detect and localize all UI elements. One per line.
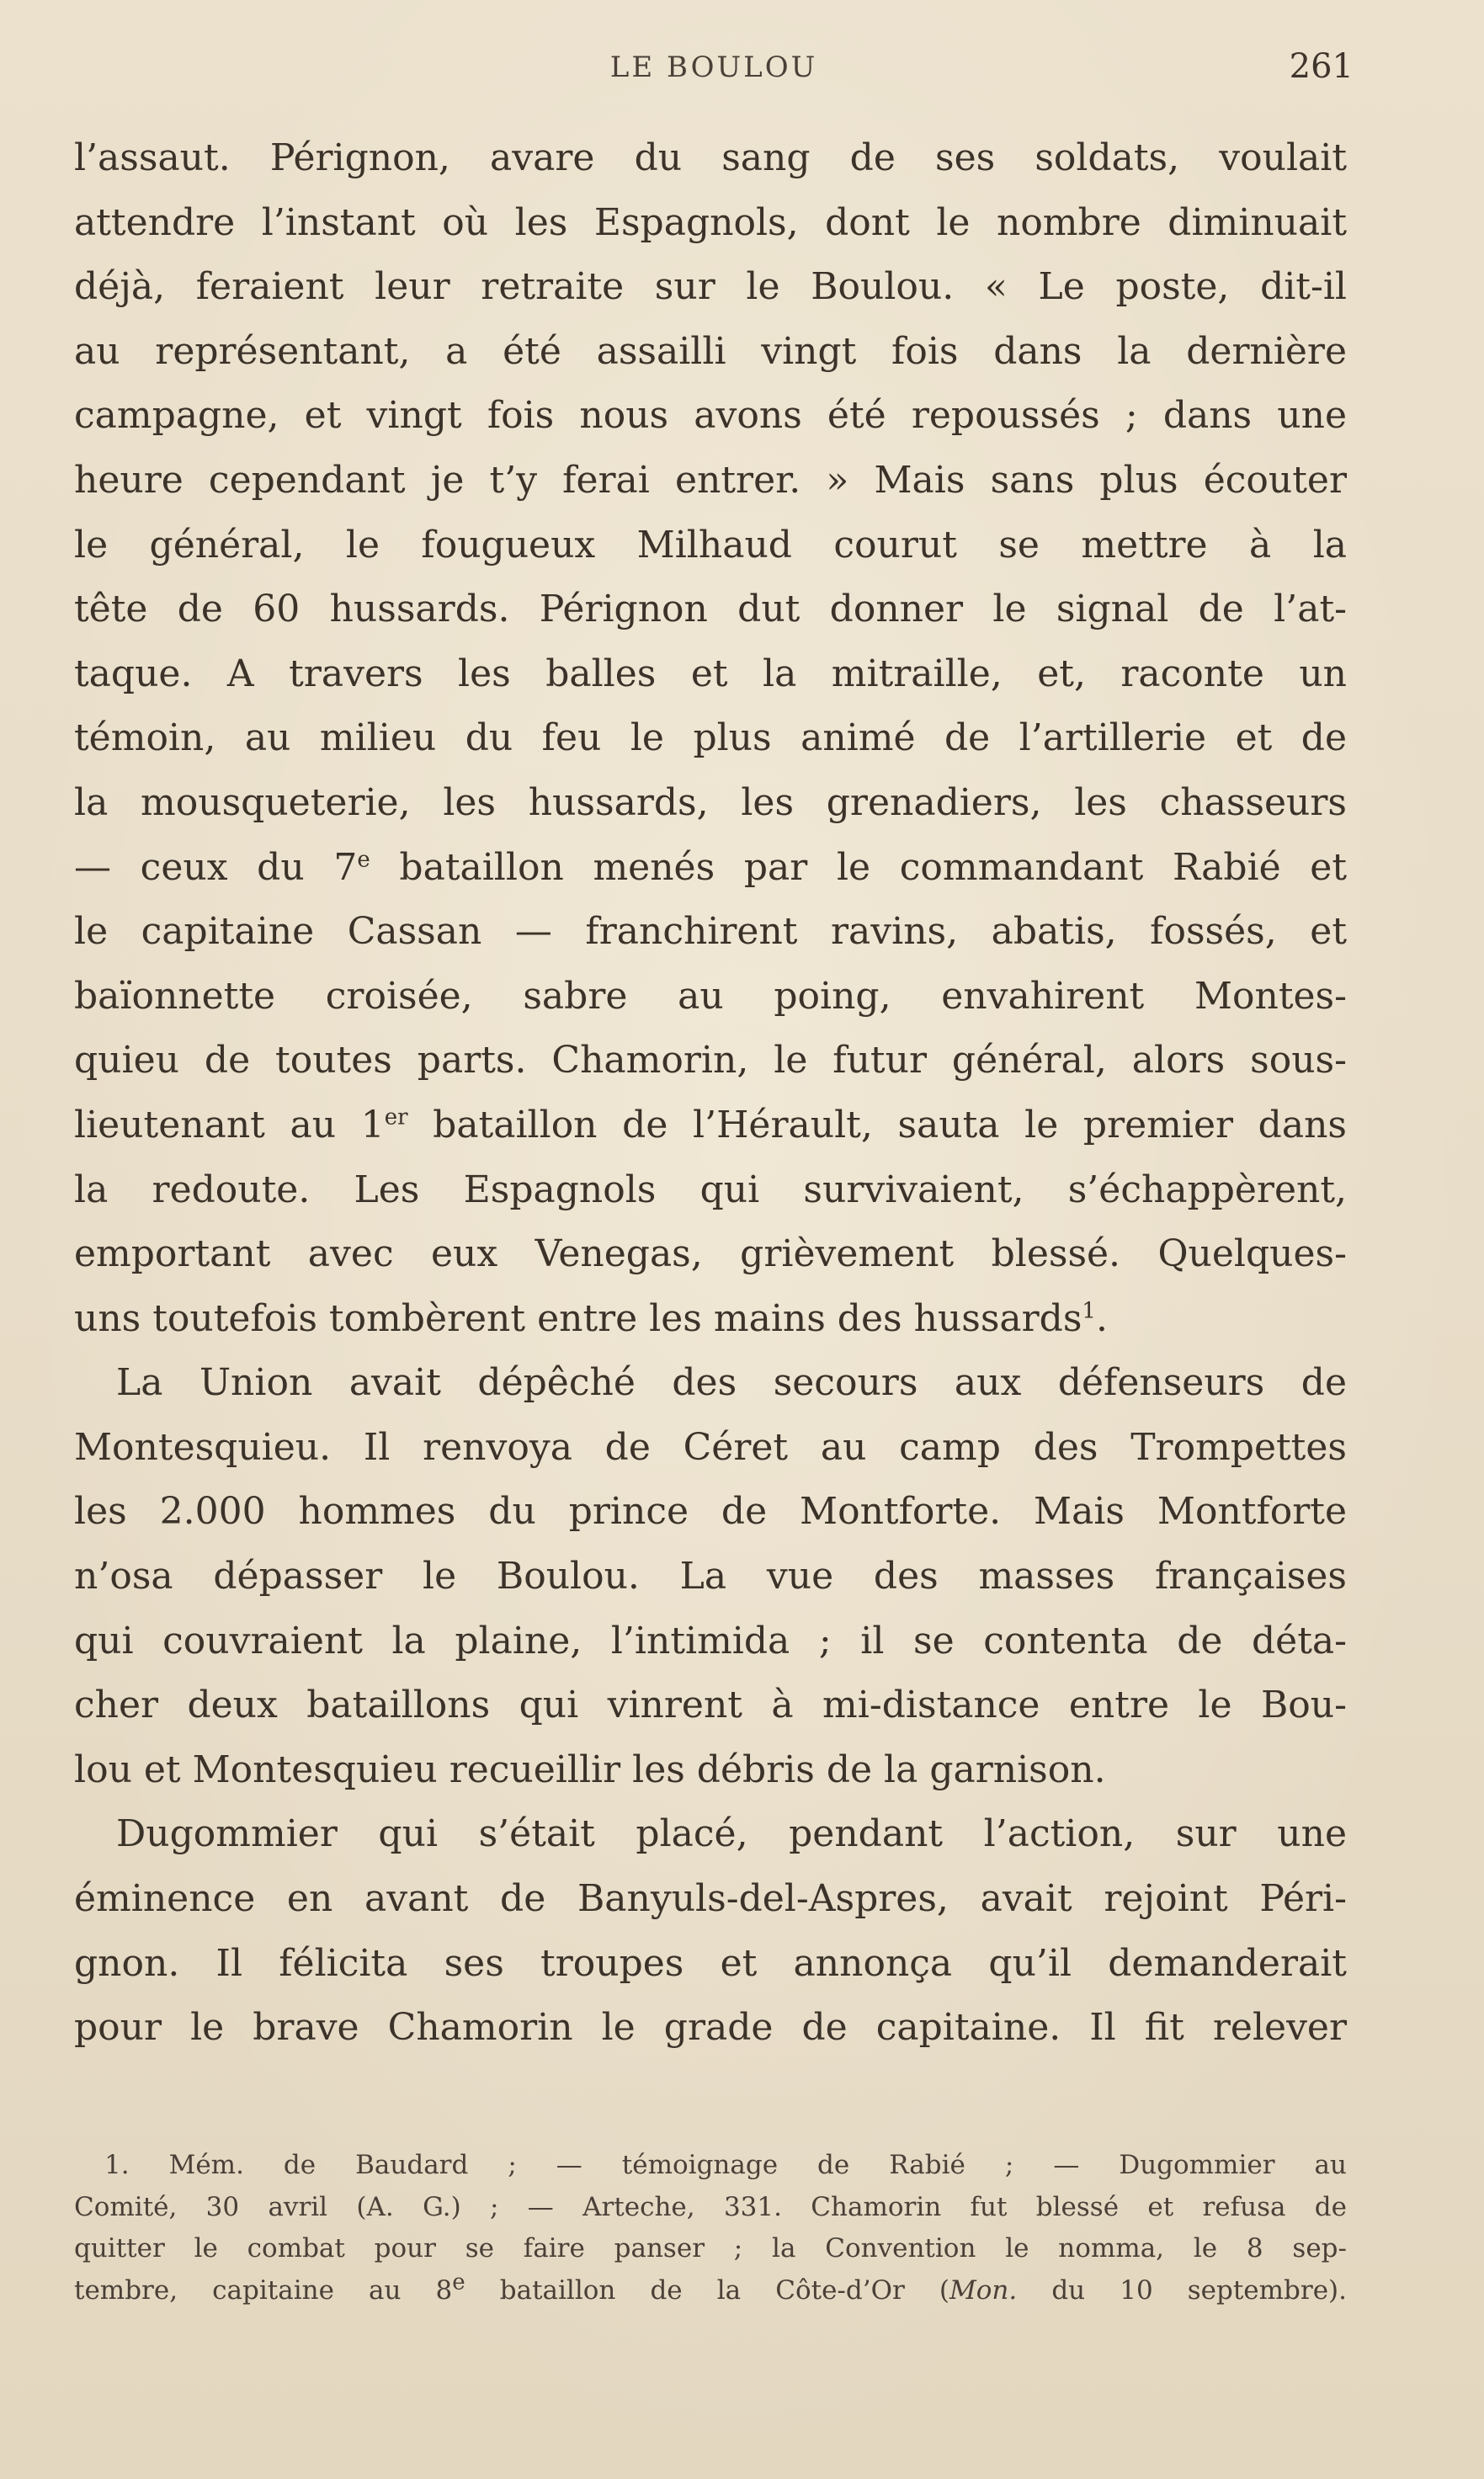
footnotes	[74, 2145, 1347, 2311]
text-line: témoin, au milieu du feu le plus animé de l’artillerie et de	[74, 716, 1347, 760]
text-segment: du 10 septembre).	[1017, 2274, 1348, 2306]
text-segment: bataillon de la Côte-d’Or (	[465, 2274, 949, 2306]
superscript: e	[452, 2269, 465, 2295]
text-line: gnon. Il félicita ses troupes et annonça qu’il demanderait	[74, 1941, 1347, 1985]
text-line: l’assaut. Pérignon, avare du sang de ses soldats, voulait	[74, 136, 1347, 179]
superscript: er	[384, 1104, 408, 1130]
text-line: qui couvraient la plaine, l’intimida ; il se contenta de déta-	[74, 1619, 1347, 1662]
text-line: le général, le fougueux Milhaud courut se mettre à la	[74, 523, 1347, 567]
text-line	[74, 1287, 1347, 1352]
text-segment: lieutenant au 1	[74, 1103, 385, 1146]
text-line: quieu de toutes parts. Chamorin, le futur général, alors sous-	[74, 1039, 1347, 1083]
text-line: les 2.000 hommes du prince de Montforte. Mais Montforte	[74, 1490, 1347, 1534]
text-line	[74, 1093, 1347, 1158]
footnote-line: Comité, 30 avril (A. G.) ; — Arteche, 331. Chamorin fut blessé et refusa de	[74, 2191, 1347, 2222]
text-line: tête de 60 hussards. Pérignon dut donner le signal de l’at-	[74, 588, 1347, 631]
text-segment: — ceux du 7	[74, 845, 358, 889]
text-line: cher deux bataillons qui vinrent à mi-distance entre le Bou-	[74, 1684, 1347, 1727]
page-number: 261	[1289, 47, 1354, 86]
text-line: la redoute. Les Espagnols qui survivaient, s’échappèrent,	[74, 1168, 1347, 1211]
running-head	[74, 44, 1354, 94]
footnote-reference: 1	[1082, 1298, 1096, 1324]
text-line: Montesquieu. Il renvoya de Céret au camp des Trompettes	[74, 1425, 1347, 1469]
text-line: campagne, et vingt fois nous avons été repoussés ; dans une	[74, 394, 1347, 438]
text-line: n’osa dépasser le Boulou. La vue des masses françaises	[74, 1555, 1347, 1599]
text-segment: tembre, capitaine au 8	[74, 2274, 453, 2306]
text-line: taque. A travers les balles et la mitraille, et, raconte un	[74, 652, 1347, 695]
text-segment: bataillon menés par le commandant Rabié et	[370, 845, 1347, 889]
text-line: le capitaine Cassan — franchirent ravins, abatis, fossés, et	[74, 910, 1347, 954]
body-text	[74, 126, 1347, 2061]
text-line: lou et Montesquieu recueillir les débris de la garnison.	[74, 1748, 1106, 1791]
superscript: e	[357, 846, 370, 872]
text-line: Dugommier qui s’était placé, pendant l’action, sur une	[116, 1812, 1347, 1856]
footnote-line: quitter le combat pour se faire panser ; la Convention le nomma, le 8 sep-	[74, 2233, 1347, 2264]
footnote-line: 1. Mém. de Baudard ; — témoignage de Rabié ; — Dugommier au	[104, 2150, 1347, 2180]
text-line	[74, 836, 1347, 901]
text-line: au représentant, a été assailli vingt fois dans la dernière	[74, 329, 1347, 373]
running-title: LE BOULOU	[609, 51, 818, 84]
text-line: emportant avec eux Venegas, grièvement blessé. Quelques-	[74, 1232, 1347, 1276]
footnote-line	[74, 2270, 1347, 2312]
text-line: déjà, feraient leur retraite sur le Boulou. « Le poste, dit-il	[74, 265, 1347, 309]
italic-abbreviation: Mon.	[949, 2274, 1018, 2306]
text-line: La Union avait dépêché des secours aux défenseurs de	[116, 1361, 1347, 1405]
text-line: attendre l’instant où les Espagnols, dont le nombre diminuait	[74, 200, 1347, 244]
text-line: baïonnette croisée, sabre au poing, envahirent Montes-	[74, 974, 1347, 1018]
text-line: heure cependant je t’y ferai entrer. » Mais sans plus écouter	[74, 458, 1347, 502]
text-segment: bataillon de l’Hérault, sauta le premier dans	[407, 1103, 1347, 1146]
text-line: la mousqueterie, les hussards, les grenadiers, les chasseurs	[74, 780, 1347, 824]
text-segment: .	[1095, 1296, 1108, 1340]
text-line: pour le brave Chamorin le grade de capitaine. Il fit relever	[74, 2006, 1347, 2050]
text-segment: uns toutefois tombèrent entre les mains des hussards	[74, 1296, 1082, 1340]
text-line: éminence en avant de Banyuls-del-Aspres, avait rejoint Péri-	[74, 1877, 1347, 1921]
